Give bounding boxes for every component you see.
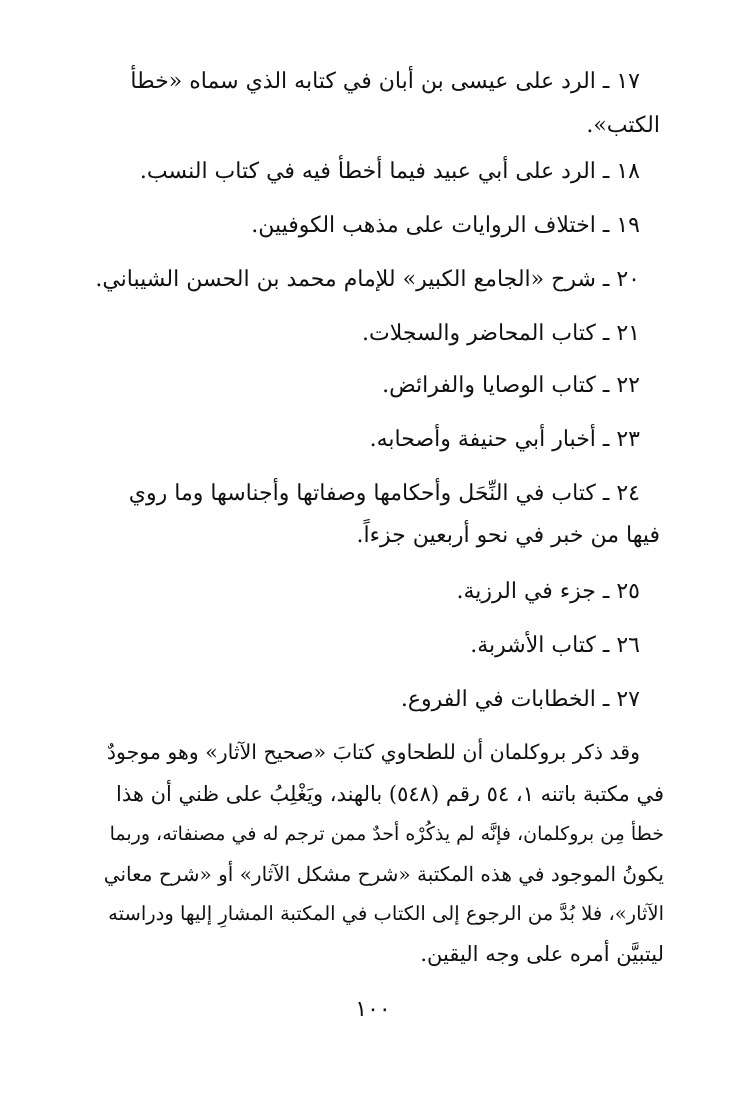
item-number: ٢٣ — [616, 427, 640, 452]
item-number: ١٩ — [616, 213, 640, 238]
paragraph-line-1: وقد ذكر بروكلمان أن للطحاوي كتابَ «صحيح الآثار» وهو موجودٌ — [106, 740, 640, 764]
list-item-20 — [80, 260, 640, 300]
item-number: ٢٢ — [616, 373, 640, 398]
list-item-26 — [80, 626, 640, 666]
item-number: ٢٧ — [616, 687, 640, 712]
item-text: كتاب المحاضر والسجلات. — [362, 321, 596, 346]
item-number: ٢٤ — [616, 481, 640, 506]
page-number: ١٠٠ — [355, 997, 391, 1022]
item-text: الرد على أبي عبيد فيما أخطأ فيه في كتاب النسب. — [139, 159, 596, 184]
item-continuation-text: الكتب». — [586, 113, 660, 138]
item-separator: ـ — [595, 427, 610, 452]
list-item-19 — [80, 206, 640, 246]
item-separator: ـ — [595, 321, 610, 346]
item-separator: ـ — [595, 213, 610, 238]
item-number: ١٧ — [616, 69, 640, 94]
list-item-24-continuation — [80, 516, 660, 556]
list-item-22 — [80, 366, 640, 406]
list-item-24 — [80, 474, 640, 514]
paragraph-line-5: الآثار»، فلا بُدَّ من الرجوع إلى الكتاب في المكتبة المشارِ إليها ودراسته — [108, 902, 664, 925]
item-text: الخطابات في الفروع. — [400, 687, 596, 712]
list-item-23 — [80, 420, 640, 460]
list-item-27 — [80, 680, 640, 720]
item-text: كتاب في النِّحَل وأحكامها وصفاتها وأجناسها وما روي — [128, 481, 596, 506]
list-item-18 — [80, 152, 640, 192]
item-text: الرد على عيسى بن أبان في كتابه الذي سماه «خطأ — [130, 69, 596, 94]
item-continuation-text: فيها من خبر في نحو أربعين جزءاً. — [356, 523, 660, 548]
item-number: ٢٦ — [616, 633, 640, 658]
item-text: شرح «الجامع الكبير» للإمام محمد بن الحسن الشيباني. — [95, 267, 596, 292]
item-separator: ـ — [595, 481, 610, 506]
paragraph-line-3: خطأ مِن بروكلمان، فإنَّه لم يذكُرْه أحدٌ ممن ترجم له في مصنفاته، وربما — [109, 823, 664, 845]
list-item-25 — [80, 572, 640, 612]
list-item-17-continuation — [80, 106, 660, 146]
paragraph-line-4: يكونُ الموجود في هذه المكتبة «شرح مشكل الآثار» أو «شرح معاني — [103, 862, 664, 886]
item-number: ٢٥ — [616, 579, 640, 604]
item-text: جزء في الرزية. — [456, 579, 596, 604]
item-separator: ـ — [595, 69, 610, 94]
item-separator: ـ — [595, 633, 610, 658]
item-number: ٢٠ — [616, 267, 640, 292]
item-separator: ـ — [595, 267, 610, 292]
item-text: كتاب الوصايا والفرائض. — [382, 373, 596, 398]
paragraph-line-2: في مكتبة باتنه ١، ٥٤ رقم (٥٤٨) بالهند، ويَغْلِبُ على ظني أن هذا — [116, 782, 664, 806]
item-separator: ـ — [595, 687, 610, 712]
list-item-17 — [80, 62, 640, 102]
item-number: ٢١ — [616, 321, 640, 346]
paragraph-line-6: ليتبيَّن أمره على وجه اليقين. — [420, 942, 664, 966]
item-text: كتاب الأشربة. — [470, 633, 596, 658]
item-text: أخبار أبي حنيفة وأصحابه. — [369, 427, 596, 452]
item-number: ١٨ — [616, 159, 640, 184]
item-text: اختلاف الروايات على مذهب الكوفيين. — [251, 213, 596, 238]
item-separator: ـ — [595, 373, 610, 398]
item-separator: ـ — [595, 159, 610, 184]
list-item-21 — [80, 314, 640, 354]
item-separator: ـ — [595, 579, 610, 604]
